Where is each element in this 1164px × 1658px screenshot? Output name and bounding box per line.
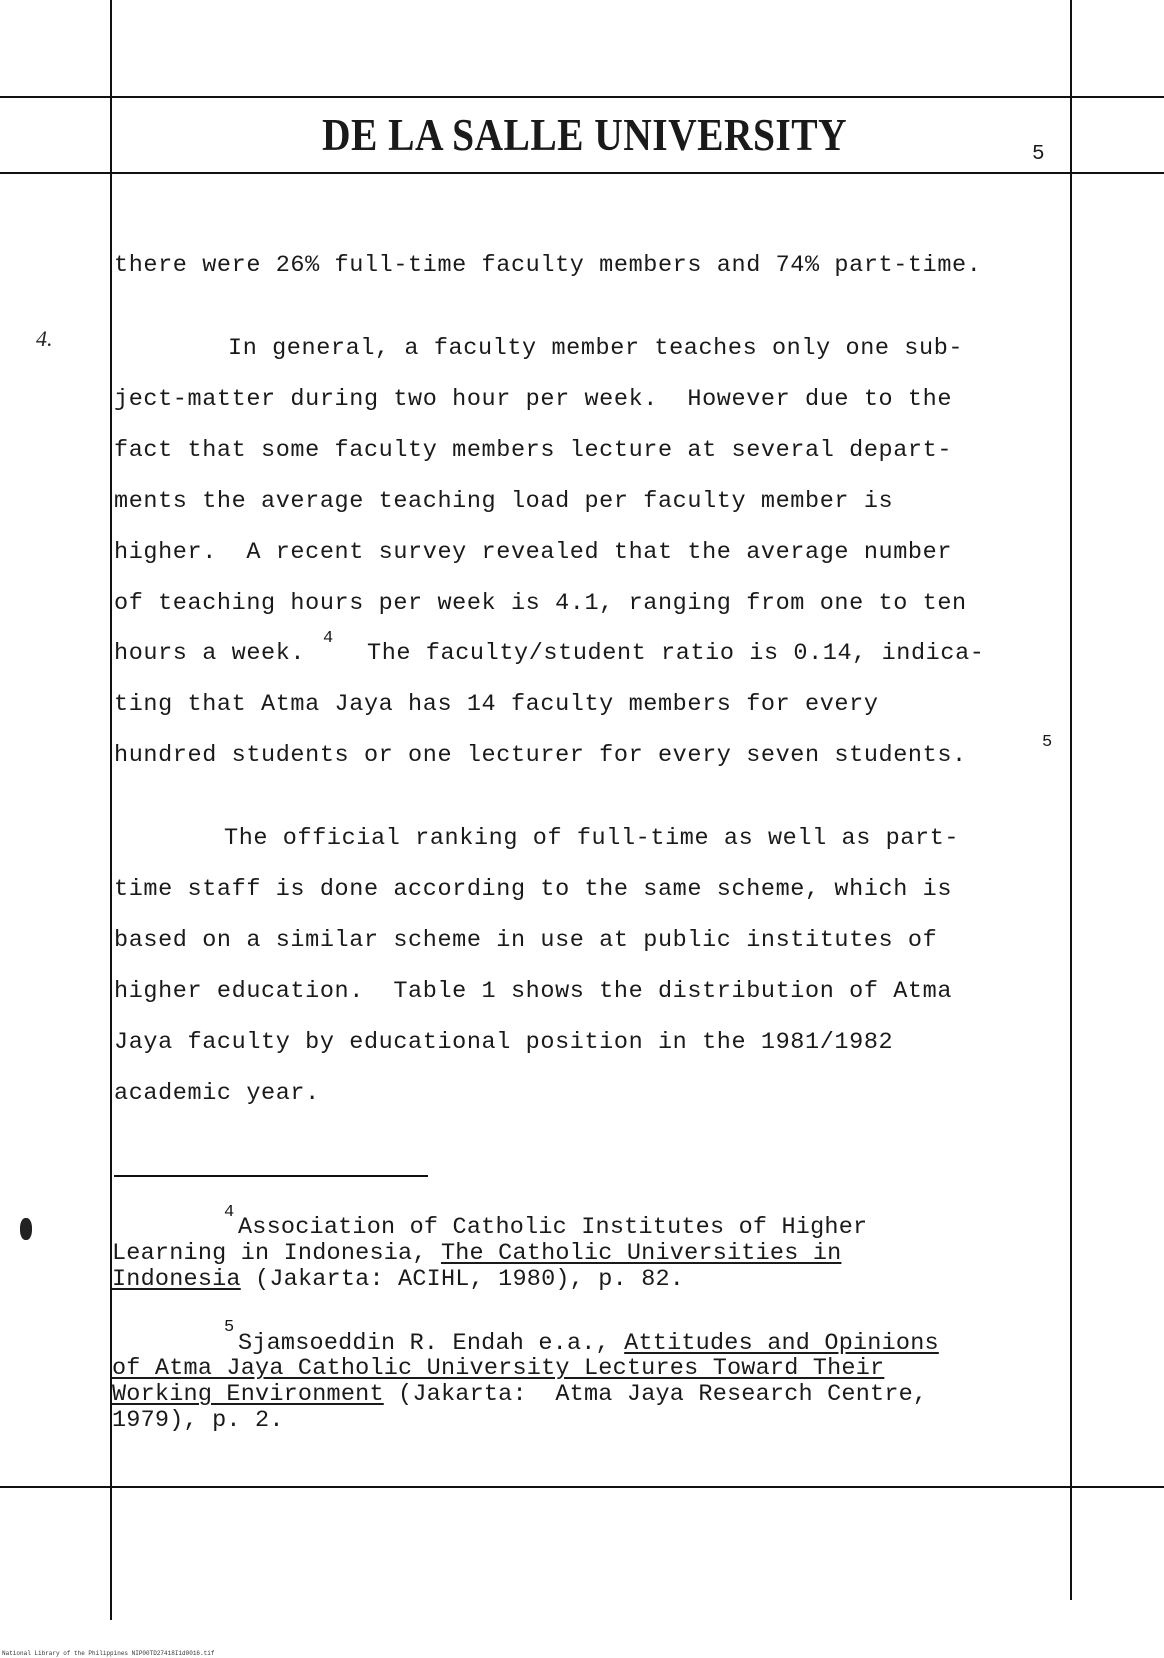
- footnote-title: Working Environment: [112, 1381, 384, 1408]
- footnote-title: Indonesia: [112, 1266, 241, 1293]
- footnote-text: Sjamsoeddin R. Endah e.a.,: [238, 1330, 625, 1357]
- body-line: ject-matter during two hour per week. However due to the: [114, 386, 953, 413]
- right-margin-rule: [1070, 0, 1072, 1600]
- footnote-separator: [114, 1175, 428, 1177]
- footnote-line: [238, 1332, 939, 1356]
- body-line: time staff is done according to the same scheme, which is: [114, 876, 953, 903]
- footnote-title: of Atma Jaya Catholic University Lectures Toward Their: [112, 1355, 885, 1382]
- page-number: 5: [1032, 143, 1045, 166]
- body-line: based on a similar scheme in use at public institutes of: [114, 927, 938, 954]
- footnote-line: [112, 1383, 927, 1407]
- top-rule: [0, 96, 1164, 98]
- scan-source-note: National Library of the Philippines NIP00TD27418I1d0016.tif: [2, 1650, 215, 1657]
- footnote-line: Association of Catholic Institutes of Higher: [238, 1214, 868, 1241]
- body-line: The faculty/student ratio is 0.14, indica-: [367, 640, 985, 667]
- body-line: hours a week.: [114, 640, 306, 667]
- body-line: there were 26% full-time faculty members and 74% part-time.: [114, 252, 982, 279]
- ink-blot-mark: [20, 1218, 32, 1240]
- footnote-line: [112, 1242, 841, 1266]
- body-line: hundred students or one lecturer for every seven students.: [114, 742, 967, 769]
- body-line: ments the average teaching load per faculty member is: [114, 488, 894, 515]
- body-line: ting that Atma Jaya has 14 faculty members for every: [114, 691, 879, 718]
- footnote-text: (Jakarta: ACIHL, 1980), p. 82.: [240, 1266, 685, 1293]
- footnote-marker: 4: [224, 1203, 235, 1222]
- body-line: higher education. Table 1 shows the distribution of Atma: [114, 978, 953, 1005]
- margin-mark: 4.: [36, 326, 53, 351]
- body-line: academic year.: [114, 1080, 320, 1107]
- body-line: Jaya faculty by educational position in the 1981/1982: [114, 1029, 894, 1056]
- body-line: fact that some faculty members lecture at several depart-: [114, 437, 953, 464]
- body-line: higher. A recent survey revealed that the average number: [114, 539, 953, 566]
- footnote-ref-4: 4: [323, 629, 334, 648]
- footnote-text: (Jakarta: Atma Jaya Research Centre,: [383, 1381, 928, 1408]
- footnote-line: [112, 1268, 684, 1292]
- footnote-line: [112, 1357, 884, 1381]
- bottom-rule: [0, 1486, 1164, 1488]
- footnote-line: 1979), p. 2.: [112, 1407, 284, 1434]
- university-title: DE LA SALLE UNIVERSITY: [322, 109, 848, 160]
- body-line: of teaching hours per week is 4.1, ranging from one to ten: [114, 590, 967, 617]
- footnote-title: The Catholic Universities in: [440, 1240, 842, 1267]
- footnote-title: Attitudes and Opinions: [624, 1330, 939, 1357]
- body-line: In general, a faculty member teaches only one sub-: [228, 335, 964, 362]
- footnote-marker: 5: [224, 1318, 235, 1337]
- body-line: The official ranking of full-time as well as part-: [224, 825, 960, 852]
- footnote-ref-5: 5: [1042, 733, 1053, 752]
- footnote-text: Learning in Indonesia,: [112, 1240, 441, 1267]
- header-rule: [0, 172, 1164, 174]
